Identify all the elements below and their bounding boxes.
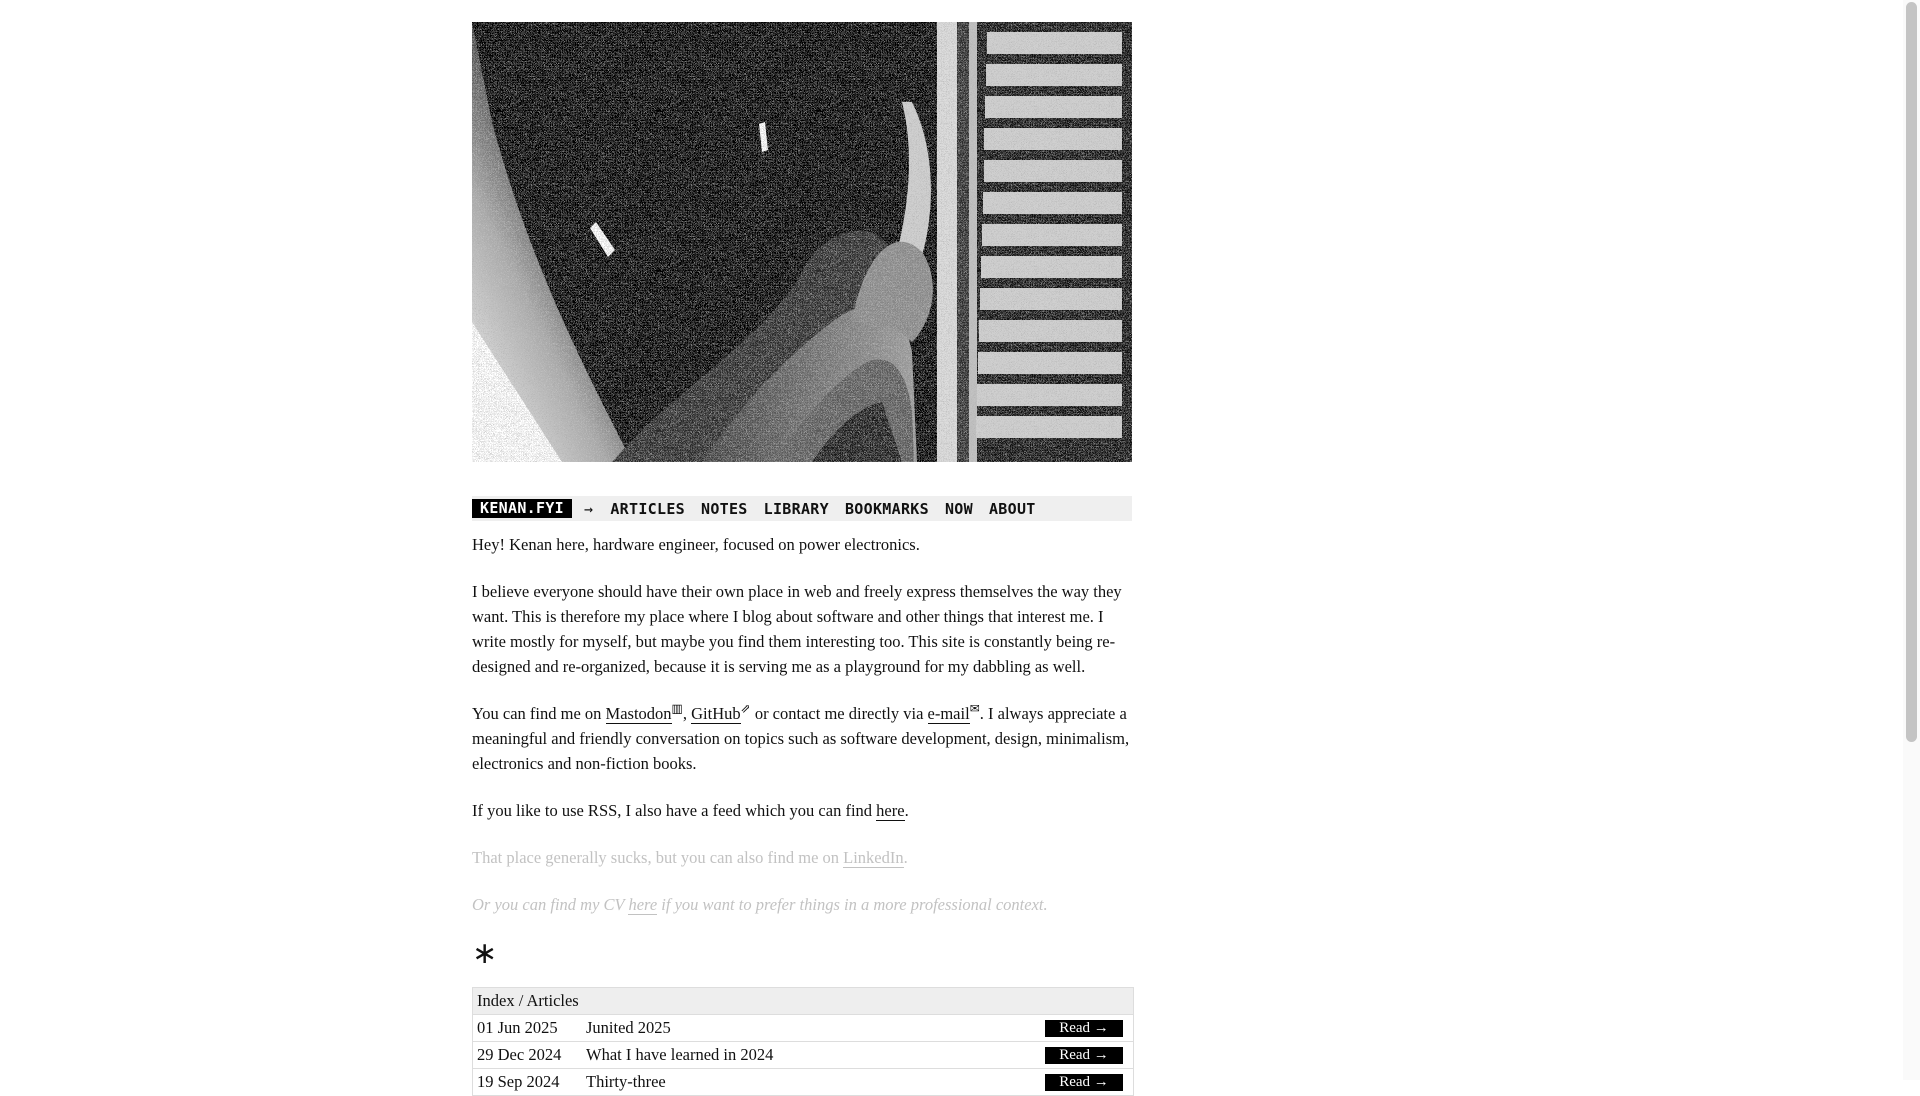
read-button[interactable]: Read → (1045, 1020, 1123, 1037)
nav-notes[interactable]: NOTES (700, 499, 748, 518)
page-scrollbar[interactable] (1903, 0, 1920, 1080)
table-row (473, 1014, 1133, 1041)
read-button[interactable]: Read → (1045, 1047, 1123, 1064)
mastodon-icon: ▥ (671, 701, 683, 716)
cv-pre-text: Or you can find my CV (472, 895, 629, 914)
site-navbar (472, 496, 1132, 521)
nav-library[interactable]: LIBRARY (763, 499, 829, 518)
rss-feed-link[interactable]: here (876, 801, 905, 820)
article-title: Thirty-three (586, 1072, 666, 1091)
email-link[interactable]: e-mail (927, 704, 970, 723)
article-title: Junited 2025 (586, 1018, 671, 1037)
rss-post-text: . (904, 801, 909, 820)
linkedin-link[interactable]: LinkedIn (843, 848, 904, 867)
github-link[interactable]: GitHub (691, 704, 741, 723)
contact-mid-text: or contact me directly via (750, 704, 928, 723)
cv-link[interactable]: here (628, 895, 658, 914)
article-date: 19 Sep 2024 (477, 1072, 560, 1091)
linkedin-post-text: . (903, 848, 908, 867)
main-content (472, 22, 1132, 1096)
arrow-icon: → (583, 499, 594, 518)
mastodon-link[interactable]: Mastodon (605, 704, 672, 723)
linkedin-pre-text: That place generally sucks, but you can also find me on (472, 848, 844, 867)
article-date: 29 Dec 2024 (477, 1045, 562, 1064)
scrollbar-thumb[interactable] (1906, 2, 1917, 742)
hero-image (472, 22, 1132, 462)
table-row (473, 1041, 1133, 1068)
email-icon: ✉ (969, 701, 980, 716)
table-row (473, 1068, 1133, 1095)
github-icon: ⇗ (740, 701, 751, 716)
contact-post-text: . I always appreciate a meaningful and friendly conversation on topics such as software development, design, minimalism, electronics and non-fiction books. (472, 704, 1130, 773)
intro-linkedin (472, 845, 1132, 870)
articles-header: Index / Articles (473, 988, 1133, 1014)
article-title: What I have learned in 2024 (586, 1045, 774, 1064)
rss-pre-text: If you like to use RSS, I also have a feed which you can find (472, 801, 877, 820)
cv-post-text: if you want to prefer things in a more professional context. (657, 895, 1048, 914)
intro-cv (472, 892, 1132, 917)
read-button[interactable]: Read → (1045, 1074, 1123, 1091)
intro-contact (472, 701, 1132, 776)
asterisk-divider: ∗ (472, 936, 498, 971)
contact-pre-text: You can find me on (472, 704, 606, 723)
nav-about[interactable]: ABOUT (988, 499, 1036, 518)
nav-bookmarks[interactable]: BOOKMARKS (844, 499, 929, 518)
brand-link[interactable]: KENAN.FYI (472, 499, 572, 518)
contact-separator: , (682, 704, 692, 723)
article-date: 01 Jun 2025 (477, 1018, 558, 1037)
intro-belief: I believe everyone should have their own place in web and freely express themselves the way they want. This is therefore my place where I blog about software and other things that interest me. I write mostly for myself, but maybe you find them interesting too. This site is constantly being re-designed and re-organized, because it is serving me as a playground for my dabbling as well. (472, 582, 1122, 676)
intro-rss (472, 798, 1132, 823)
nav-articles[interactable]: ARTICLES (610, 499, 685, 518)
intro-greeting: Hey! Kenan here, hardware engineer, focused on power electronics. (472, 535, 920, 554)
nav-now[interactable]: NOW (944, 499, 973, 518)
